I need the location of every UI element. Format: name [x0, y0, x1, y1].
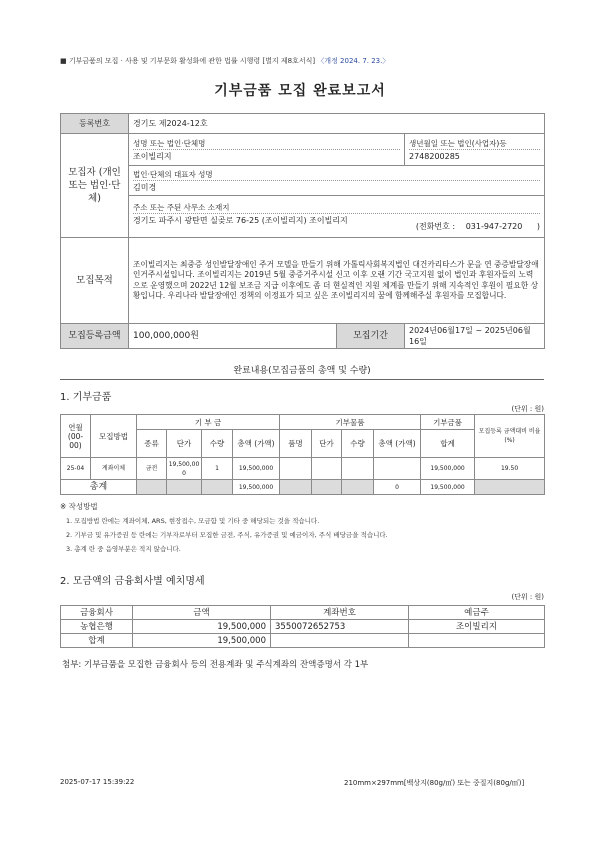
cell-ym: 25-04 — [61, 458, 91, 480]
form-note-text: ■ 기부금품의 모집 · 사용 및 기부문화 활성화에 관한 법률 시행령 [별지 제8호서식] — [60, 57, 316, 65]
col-item: 품명 — [280, 430, 312, 458]
representative-name: 김미경 — [133, 180, 540, 193]
amount-label: 모집등록금액 — [61, 324, 129, 349]
section2-unit: (단위 : 원) — [511, 593, 544, 601]
note-item: 1. 모집방법 란에는 계좌이체, ARS, 현장접수, 모금함 및 기타 중 해당되는 것을 적습니다. — [66, 517, 320, 525]
registration-label: 등록번호 — [61, 114, 129, 134]
paper-spec: 210mm×297mm[백상지(80g/㎡) 또는 중질지(80g/㎡)] — [344, 779, 525, 787]
purpose-label: 모집목적 — [61, 238, 129, 324]
col-unit-price: 단가 — [167, 430, 202, 458]
col-qty: 수량 — [202, 430, 233, 458]
col-deposit-amount: 금액 — [133, 606, 271, 620]
note-item: 3. 총계 란 중 음영부분은 적지 않습니다. — [66, 545, 181, 553]
cell-goods-qty — [342, 458, 374, 480]
col-money-group: 기 부 금 — [137, 415, 280, 430]
fundraiser-address: 경기도 파주시 광탄면 실곶로 76-25 (조이빌리지) 조이빌리지 — [133, 215, 348, 225]
print-timestamp: 2025-07-17 15:39:22 — [60, 778, 135, 786]
col-method: 모집방법 — [91, 415, 137, 458]
cell-deposit-amount: 19,500,000 — [133, 620, 271, 634]
col-ratio: 모집등록 금액대비 비율(%) — [475, 415, 545, 458]
deposit-table — [60, 605, 545, 648]
section2-title: 2. 모금액의 금융회사별 예치명세 — [60, 576, 205, 587]
business-number: 2748200285 — [409, 149, 540, 162]
fundraiser-name: 조이빌리지 — [133, 149, 400, 162]
cell-ratio: 19.50 — [475, 458, 545, 480]
col-total-group: 기부금품 — [421, 415, 475, 430]
report-form-table — [60, 113, 545, 349]
total-amount: 19,500,000 — [233, 480, 280, 495]
col-bank: 금융회사 — [61, 606, 133, 620]
deposit-total-amount: 19,500,000 — [133, 634, 271, 648]
note-item: 2. 기부금 및 유가증권 등 란에는 기부자로부터 모집한 금전, 주식, 유가증권 및 예금이자, 주식 배당금을 적습니다. — [66, 531, 388, 539]
registration-number: 경기도 제2024-12호 — [129, 114, 545, 134]
col-holder: 예금주 — [409, 606, 545, 620]
col-goods-unit-price: 단가 — [312, 430, 342, 458]
cell-method: 계좌이체 — [91, 458, 137, 480]
total-goods-amount: 0 — [374, 480, 421, 495]
writing-notes — [60, 500, 388, 556]
deposit-total-label: 합계 — [61, 634, 133, 648]
total-sum: 19,500,000 — [421, 480, 475, 495]
total-label: 총계 — [61, 480, 137, 495]
donation-table — [60, 414, 545, 495]
page-title: 기부금품 모집 완료보고서 — [214, 83, 386, 99]
birth-field-label: 생년월일 또는 법인(사업자)등 — [409, 138, 507, 148]
name-field-label: 성명 또는 법인·단체명 — [133, 138, 206, 148]
form-note — [60, 56, 389, 66]
cell-goods-amount — [374, 458, 421, 480]
registered-amount: 100,000,000원 — [129, 324, 337, 349]
notes-head: ※ 작성방법 — [60, 502, 98, 511]
col-goods-qty: 수량 — [342, 430, 374, 458]
phone-close: ) — [536, 221, 541, 231]
cell-kind: 금전 — [137, 458, 167, 480]
phone-number: 031-947-2720 — [465, 221, 523, 231]
section1-title: 1. 기부금품 — [60, 392, 112, 403]
purpose-text: 조이빌리지는 최중증 성인발달장애인 주거 모델을 만들기 위해 가톨릭사회복지법인 대건카리타스가 문을 연 중증발달장애인거주시설입니다. 조이빌리지는 2019년 5월 중증거주시설 신고 이후 오랜 기간 국고지원 없이 법인과 후원자들의 노력으로 운영했으며 2022년 12월 보조금 지급 이후에도 좀 더 현실적인 지원 체계를 만들기 위해 지속적인 후원이 필요한 상황입니다. 우리나라 발달장애인 정책의 이정표가 되고 싶은 조이빌리지의 꿈에 함께해주실 후원자를 모집합니다. — [129, 238, 545, 324]
fundraising-period: 2024년06월17일 ~ 2025년06월16일 — [405, 324, 545, 349]
rep-field-label: 법인·단체의 대표자 성명 — [133, 169, 213, 179]
cell-bank: 농협은행 — [61, 620, 133, 634]
col-amount: 총액 (가액) — [233, 430, 280, 458]
section1-unit: (단위 : 원) — [511, 405, 544, 413]
phone-label: (전화번호 : — [415, 221, 456, 231]
col-goods-amount: 총액 (가액) — [374, 430, 421, 458]
total-row — [61, 634, 545, 648]
col-account: 계좌번호 — [271, 606, 409, 620]
cell-sum: 19,500,000 — [421, 458, 475, 480]
address-field-label: 주소 또는 주된 사무소 소재지 — [133, 202, 230, 212]
cell-unit-price: 19,500,000 — [167, 458, 202, 480]
cell-holder: 조이빌리지 — [409, 620, 545, 634]
cell-account: 3550072652753 — [271, 620, 409, 634]
cell-amount: 19,500,000 — [233, 458, 280, 480]
col-ym: 연월 (00-00) — [61, 415, 91, 458]
cell-goods-unit-price — [312, 458, 342, 480]
period-label: 모집기간 — [337, 324, 405, 349]
fundraiser-label: 모집자 (개인 또는 법인·단체) — [61, 134, 129, 238]
completion-title: 완료내용(모집금품의 총액 및 수량) — [60, 362, 544, 380]
table-row — [61, 620, 545, 634]
cell-qty: 1 — [202, 458, 233, 480]
total-row — [61, 480, 545, 495]
cell-item — [280, 458, 312, 480]
table-row — [61, 458, 545, 480]
col-sum: 합계 — [421, 430, 475, 458]
revision-date: 〈개정 2024. 7. 23.〉 — [317, 57, 390, 65]
col-kind: 종류 — [137, 430, 167, 458]
col-goods-group: 기부물품 — [280, 415, 421, 430]
attachment-note: 첨부: 기부금품을 모집한 금융회사 등의 전용계좌 및 주식계좌의 잔액증명서 각 1부 — [62, 660, 369, 670]
